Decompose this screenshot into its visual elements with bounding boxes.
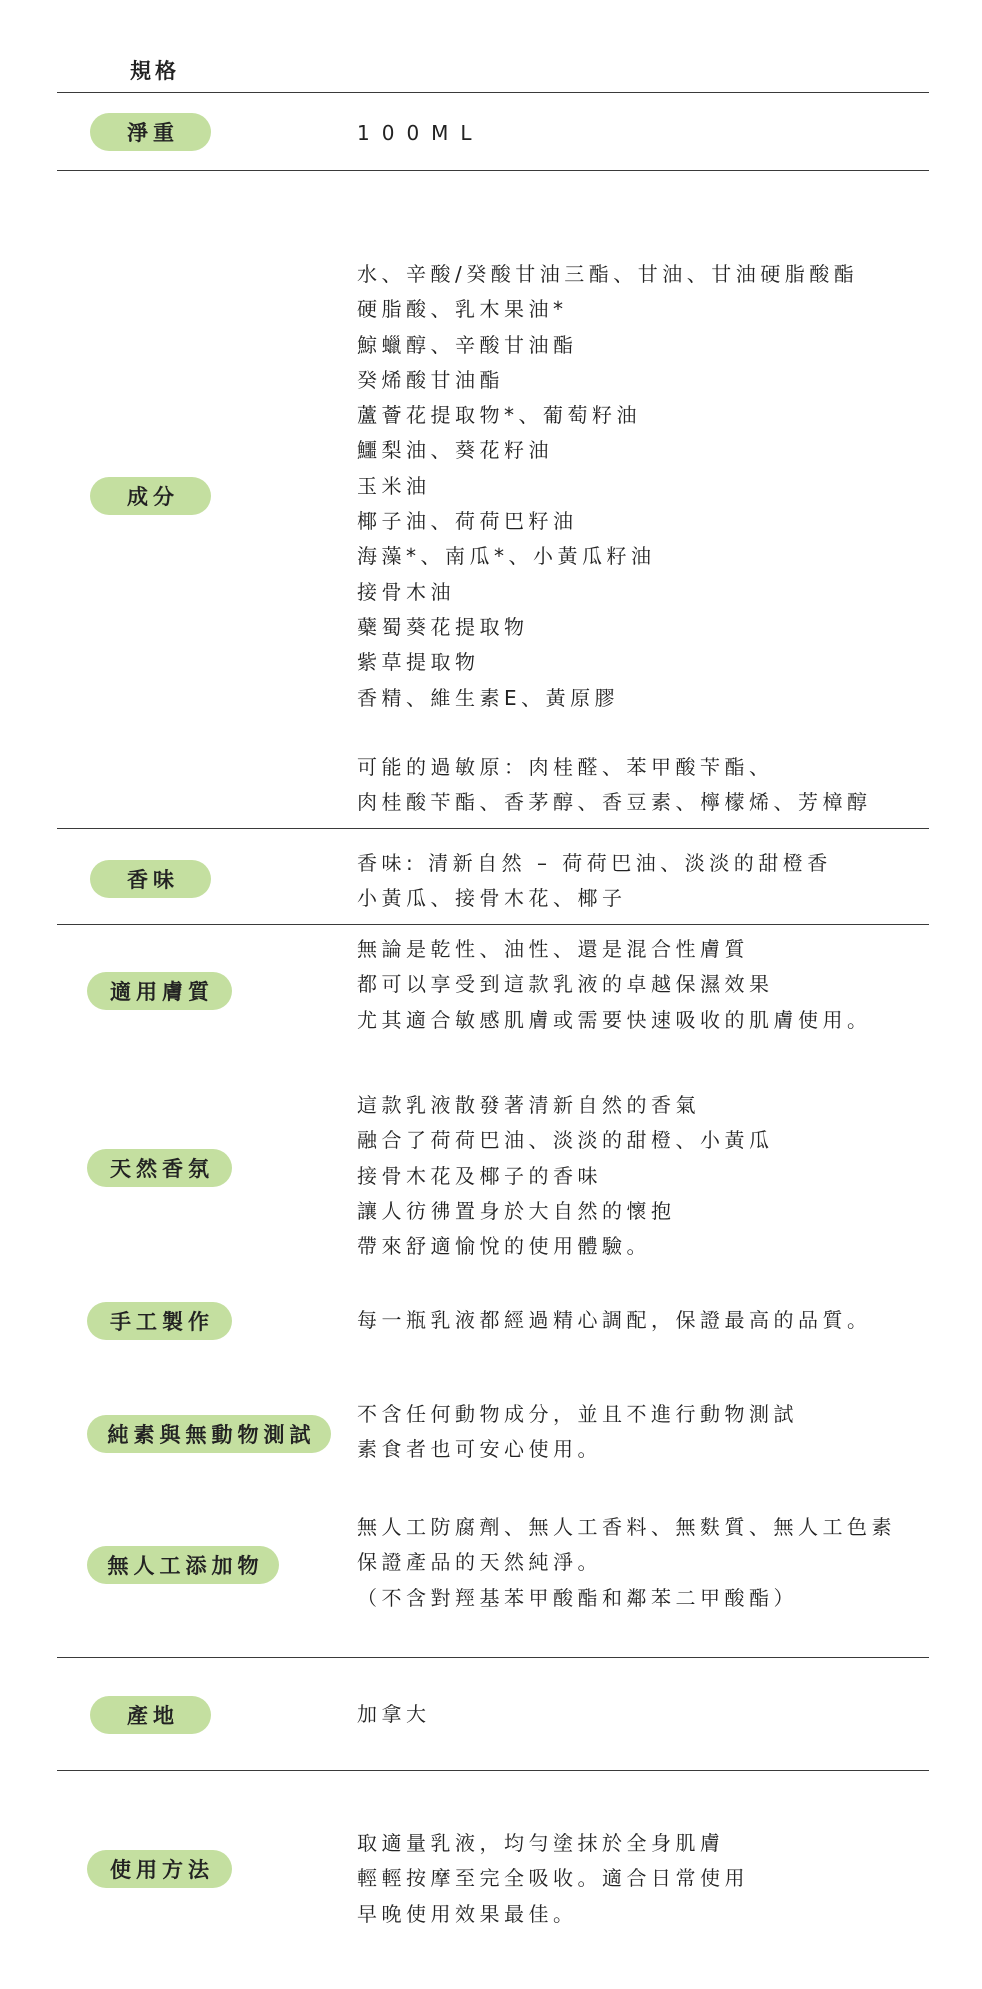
- net-weight-value: 100ML: [357, 121, 484, 145]
- handmade-line: 每一瓶乳液都經過精心調配，保證最高的品質。: [357, 1308, 872, 1332]
- label-natural-scent: 天然香氛: [87, 1149, 232, 1187]
- ingredient-line: 玉米油: [357, 473, 431, 498]
- skin-type-description: [357, 932, 872, 1038]
- divider: [57, 828, 929, 829]
- label-no-additives: 無人工添加物: [87, 1546, 279, 1584]
- ingredient-line: 鯨蠟醇、辛酸甘油酯: [357, 332, 578, 357]
- natural-scent-line: 這款乳液散發著清新自然的香氣: [357, 1093, 700, 1117]
- skin-type-line: 都可以享受到這款乳液的卓越保濕效果: [357, 972, 774, 997]
- label-net-weight: 淨重: [90, 113, 211, 151]
- spec-title: 規格: [130, 59, 180, 83]
- ingredient-line: 鱷梨油、葵花籽油: [357, 438, 553, 463]
- vegan-line: 不含任何動物成分，並且不進行動物測試: [357, 1402, 798, 1426]
- usage-description: [357, 1826, 749, 1932]
- ingredient-line: 椰子油、荷荷巴籽油: [357, 509, 578, 534]
- scent-line: 香味: 清新自然 – 荷荷巴油、淡淡的甜橙香: [357, 851, 832, 875]
- skin-type-line: 無論是乾性、油性、還是混合性膚質: [357, 937, 749, 961]
- ingredients-list: [357, 257, 858, 716]
- usage-line: 早晚使用效果最佳。: [357, 1901, 578, 1926]
- ingredient-line: 紫草提取物: [357, 650, 480, 675]
- divider: [57, 924, 929, 925]
- label-usage: 使用方法: [87, 1850, 232, 1888]
- no-additives-description: [357, 1510, 896, 1616]
- origin-value: 加拿大: [357, 1702, 431, 1726]
- usage-line: 輕輕按摩至完全吸收。適合日常使用: [357, 1866, 749, 1891]
- label-skin-type: 適用膚質: [87, 972, 232, 1010]
- divider: [57, 1770, 929, 1771]
- label-ingredients: 成分: [90, 477, 211, 515]
- allergen-line: 肉桂酸苄酯、香茅醇、香豆素、檸檬烯、芳樟醇: [357, 790, 872, 815]
- label-origin: 產地: [90, 1696, 211, 1734]
- divider: [57, 1657, 929, 1658]
- ingredient-line: 海藻*、南瓜*、小黃瓜籽油: [357, 544, 656, 569]
- ingredient-line: 硬脂酸、乳木果油*: [357, 297, 568, 322]
- scent-description: [357, 846, 832, 917]
- natural-scent-line: 接骨木花及椰子的香味: [357, 1163, 602, 1188]
- ingredient-line: 蘗蜀葵花提取物: [357, 614, 529, 639]
- divider: [57, 92, 929, 93]
- no-additives-line: 保證產品的天然純淨。: [357, 1550, 602, 1575]
- allergen-line: 可能的過敏原：肉桂醛、苯甲酸苄酯、: [357, 755, 774, 779]
- ingredient-line: 接骨木油: [357, 579, 455, 604]
- ingredient-line: 蘆薈花提取物*、葡萄籽油: [357, 403, 641, 428]
- no-additives-line: 無人工防腐劑、無人工香料、無麩質、無人工色素: [357, 1515, 896, 1539]
- usage-line: 取適量乳液，均勻塗抹於全身肌膚: [357, 1831, 725, 1855]
- no-additives-line: （不含對羥基苯甲酸酯和鄰苯二甲酸酯）: [357, 1585, 798, 1610]
- natural-scent-line: 融合了荷荷巴油、淡淡的甜橙、小黃瓜: [357, 1128, 774, 1153]
- skin-type-line: 尤其適合敏感肌膚或需要快速吸收的肌膚使用。: [357, 1007, 872, 1032]
- natural-scent-line: 帶來舒適愉悅的使用體驗。: [357, 1234, 651, 1259]
- ingredient-line: 水、辛酸/癸酸甘油三酯、甘油、甘油硬脂酸酯: [357, 262, 859, 286]
- vegan-line: 素食者也可安心使用。: [357, 1437, 602, 1462]
- vegan-description: [357, 1397, 798, 1468]
- divider: [57, 170, 929, 171]
- ingredient-line: 癸烯酸甘油酯: [357, 367, 504, 392]
- natural-scent-description: [357, 1088, 774, 1264]
- handmade-description: [357, 1303, 872, 1338]
- natural-scent-line: 讓人彷彿置身於大自然的懷抱: [357, 1198, 676, 1223]
- ingredient-line: 香精、維生素E、黃原膠: [357, 685, 620, 710]
- label-handmade: 手工製作: [87, 1302, 232, 1340]
- allergen-list: [357, 750, 872, 821]
- scent-line: 小黃瓜、接骨木花、椰子: [357, 886, 627, 911]
- label-scent: 香味: [90, 860, 211, 898]
- label-vegan: 純素與無動物測試: [87, 1415, 331, 1453]
